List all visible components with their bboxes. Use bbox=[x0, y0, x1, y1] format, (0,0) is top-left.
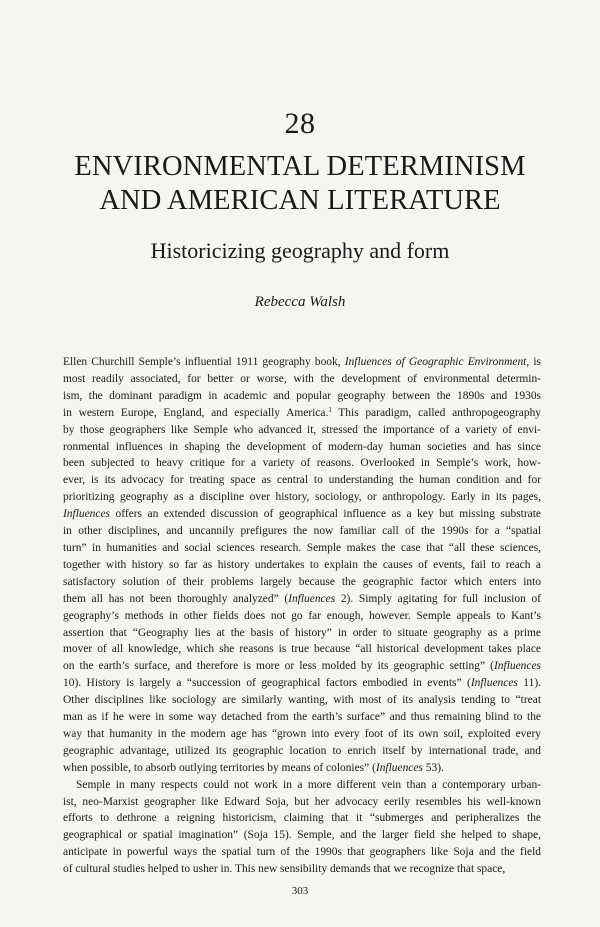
text-line: together with history so far as history undertakes to explain the causes of events, fail to reach a bbox=[63, 558, 541, 571]
text-line: geographical or spatial imagination” (Soja 15). Semple, and the larger field she helped to shape, bbox=[63, 829, 541, 842]
text-line: efforts to dethrone a reigning historicism, claiming that it “submerges and peripheralizes the bbox=[63, 812, 541, 825]
text-line: when possible, to absorb outlying territories by means of colonies” (Influences 53). bbox=[63, 761, 444, 774]
text-line: turn” in humanities and social sciences research. Semple makes the case that “all these sciences, bbox=[63, 541, 541, 554]
text-line: them all has not been thoroughly analyzed” (Influences 2). Simply agitating for full inclusion of bbox=[63, 592, 541, 605]
chapter-title bbox=[0, 150, 600, 218]
text-line: mover of all knowledge, which she reasons is true because “all historical development takes place bbox=[63, 643, 541, 656]
text-line: ever, is its advocacy for treating space as central to understanding the human condition and for bbox=[63, 474, 541, 487]
author-name: Rebecca Walsh bbox=[254, 294, 346, 310]
text-line: prioritizing geography as a discipline over history, sociology, or anthropology. Early in its pages, bbox=[63, 491, 541, 504]
text-line: geography’s methods in other fields does not go far enough, however. Semple appeals to Kant’s bbox=[63, 609, 541, 622]
text-line: by those geographers like Semple who advanced it, stressed the importance of a variety of envi- bbox=[63, 423, 541, 436]
text-line: ronmental influences in shaping the development of modern-day human societies and has since bbox=[63, 440, 541, 453]
text-line: on the earth’s surface, and therefore is more or less molded by its geographic setting” (Influences bbox=[63, 660, 541, 673]
chapter-subtitle: Historicizing geography and form bbox=[150, 238, 450, 263]
text-line: ism, the dominant paradigm in academic and popular geography between the 1890s and 1930s bbox=[63, 389, 541, 402]
text-line: in other disciplines, and uncannily prefigures the now familiar call of the 1990s for a “spatial bbox=[63, 525, 541, 538]
text-line: man as if he were in some way detached from the earth’s surface” and thus remaining blind to the bbox=[63, 711, 541, 724]
text-line: geographic advantage, utilized its geographic location to enrich itself by international trade, and bbox=[63, 744, 541, 757]
body-text bbox=[63, 354, 541, 878]
text-line: 10). History is largely a “succession of geographical factors embodied in events” (Influences 11). bbox=[63, 677, 541, 690]
text-line: Other disciplines like sociology are similarly wanting, with most of its analysis tending to “treat bbox=[63, 694, 541, 707]
text-line: been subjected to heavy critique for a variety of reasons. Overlooked in Semple’s work, how- bbox=[63, 457, 541, 470]
paragraph-2 bbox=[63, 777, 541, 878]
text-line: of cultural studies helped to usher in. This new sensibility demands that we recognize that space, bbox=[63, 863, 506, 876]
page-number: 303 bbox=[291, 885, 309, 897]
text-line: Influences offers an extended discussion of geographical influence as a key but missing substrate bbox=[63, 508, 541, 521]
chapter-number: 28 bbox=[284, 107, 316, 140]
text-line: Semple in many respects could not work in a more different vein than a contemporary urban- bbox=[76, 778, 541, 791]
text-line: ist, neo-Marxist geographer like Edward Soja, but her advocacy eerily resembles his well-known bbox=[63, 795, 541, 808]
text-line: anticipate in powerful ways the spatial turn of the 1990s that geographers like Soja and the field bbox=[63, 846, 541, 859]
paragraph-1 bbox=[63, 354, 541, 777]
text-line: in western Europe, England, and especially America.$^1$ This paradigm, called anthropogeography bbox=[63, 405, 542, 419]
text-line: Ellen Churchill Semple’s influential 1911 geography book, Influences of Geographic Environment, is bbox=[63, 356, 541, 368]
text-line: satisfactory solution of their problems largely because the geographic factor which enters into bbox=[63, 575, 541, 588]
chapter-title-line-1: ENVIRONMENTAL DETERMINISM bbox=[74, 151, 526, 182]
text-line: most readily associated, for better or worse, with the development of environmental determin- bbox=[63, 372, 541, 385]
text-line: assertion that “Geography lies at the basis of history” in order to situate geography as a prime bbox=[63, 626, 541, 639]
chapter-title-line-2: AND AMERICAN LITERATURE bbox=[99, 185, 501, 216]
text-line: way that humanity in the modern age has “grown into every foot of its own soil, exploited every bbox=[63, 727, 541, 740]
